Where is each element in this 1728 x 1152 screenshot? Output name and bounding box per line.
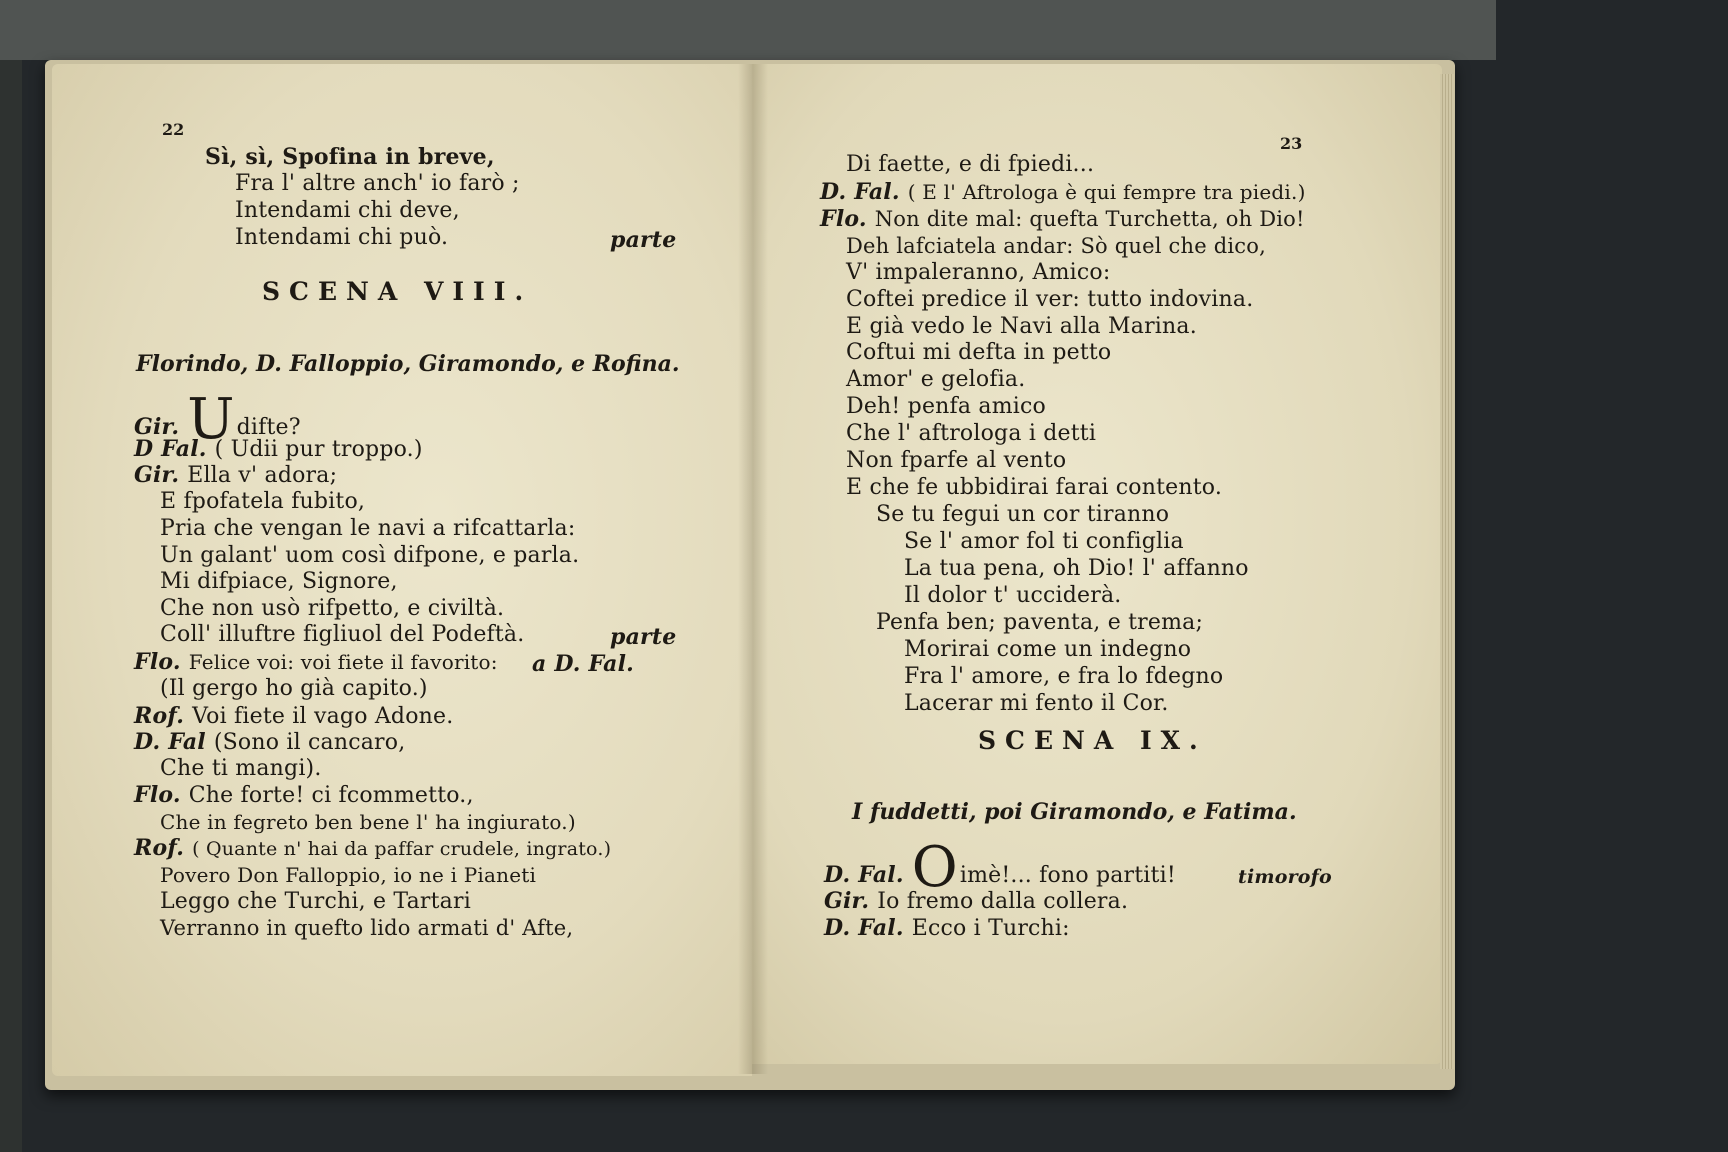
verse-line: Di faette, e di fpiedi...	[846, 152, 1095, 177]
line-text: difte?	[236, 415, 301, 440]
stage-direction: timorofo	[1238, 866, 1332, 888]
line-text: Ecco i Turchi:	[911, 916, 1070, 941]
line-text: ( E l' Aftrologa è qui fempre tra piedi.)	[907, 180, 1306, 204]
drop-cap: O	[911, 835, 958, 900]
speaker: Rof.	[134, 835, 185, 861]
speaker: Gir.	[134, 414, 180, 440]
aria-line: Se l' amor fol ti configlia	[904, 529, 1184, 554]
dialogue-line: Leggo che Turchi, e Tartari	[160, 889, 471, 914]
dialogue-line: Un galant' uom così difpone, e parla.	[160, 543, 580, 568]
stage-direction: a D. Fal.	[532, 651, 635, 677]
dialogue-line	[134, 436, 423, 463]
line-text: imè!... fono partiti!	[959, 863, 1176, 888]
drop-cap: U	[187, 387, 235, 452]
verse-line: Sì, sì, Spofina in breve,	[205, 144, 495, 170]
dialogue-line: Povero Don Falloppio, io ne i Pianeti	[160, 863, 537, 887]
cast-list: I fuddetti, poi Giramondo, e Fatima.	[852, 799, 1297, 825]
page-number: 23	[1280, 134, 1303, 153]
dialogue-line: Coll' illuftre figliuol del Podeftà.	[160, 622, 525, 647]
scene-title: SCENA VIII.	[262, 277, 533, 306]
speaker: D. Fal.	[824, 915, 904, 941]
speaker: Gir.	[824, 888, 870, 914]
aria-line: Lacerar mi fento il Cor.	[904, 691, 1169, 716]
dialogue-line	[820, 206, 1305, 233]
dialogue-line: Che in fegreto ben bene l' ha ingiurato.)	[160, 810, 576, 834]
dialogue-line	[134, 782, 474, 809]
dialogue-line	[134, 649, 498, 676]
dialogue-line: Mi difpiace, Signore,	[160, 569, 398, 594]
line-text: Felice voi: voi fiete il favorito:	[188, 650, 498, 674]
dialogue-line	[134, 729, 405, 756]
verse-line: Deh lafciatela andar: Sò quel che dico,	[846, 234, 1266, 258]
dialogue-line: Che non usò rifpetto, e civiltà.	[160, 596, 505, 621]
dialogue-line	[134, 835, 611, 862]
dialogue-line: Pria che vengan le navi a rifcattarla:	[160, 516, 576, 541]
dialogue-line	[134, 703, 453, 730]
page-number: 22	[162, 120, 185, 139]
verse-line: Che l' aftrologa i detti	[846, 421, 1097, 446]
book-gutter	[738, 64, 768, 1074]
dialogue-line	[820, 179, 1306, 206]
speaker: Flo.	[134, 649, 181, 675]
verse-line: E già vedo le Navi alla Marina.	[846, 314, 1197, 339]
speaker: Gir.	[134, 462, 180, 488]
left-page	[52, 64, 752, 1076]
aria-line: Fra l' amore, e fra lo fdegno	[904, 664, 1224, 689]
speaker: Flo.	[820, 206, 867, 232]
dialogue-line	[824, 835, 1176, 900]
dialogue-line: (Il gergo ho già capito.)	[160, 676, 428, 701]
verse-line: Intendami chi può.	[235, 225, 449, 250]
dialogue-line	[824, 888, 1128, 915]
dialogue-line: Che ti mangi).	[160, 756, 322, 781]
cast-list: Florindo, D. Falloppio, Giramondo, e Rofina.	[136, 351, 680, 377]
speaker: D. Fal.	[824, 862, 904, 888]
background-top-band	[0, 0, 1496, 60]
verse-line: Fra l' altre anch' io farò ;	[235, 171, 520, 196]
verse-line: Intendami chi deve,	[235, 198, 460, 223]
background-left-band	[0, 60, 22, 1152]
stage-direction: parte	[610, 624, 677, 650]
page-edges	[1440, 74, 1454, 1069]
scene-title: SCENA IX.	[978, 726, 1207, 755]
line-text: Ella v' adora;	[187, 463, 338, 488]
aria-line: Morirai come un indegno	[904, 637, 1192, 662]
dialogue-line	[134, 462, 337, 489]
verse-line: Coftui mi defta in petto	[846, 340, 1112, 365]
speaker: D. Fal.	[820, 179, 900, 205]
line-text: ( Udii pur troppo.)	[214, 437, 423, 462]
aria-line: La tua pena, oh Dio! l' affanno	[904, 556, 1249, 581]
dialogue-line: Verranno in quefto lido armati d' Afte,	[160, 916, 574, 940]
speaker: D. Fal	[134, 729, 206, 755]
right-page	[752, 64, 1442, 1064]
aria-line: Se tu fegui un cor tiranno	[876, 502, 1170, 527]
line-text: Voi fiete il vago Adone.	[192, 704, 454, 729]
aria-line: Il dolor t' ucciderà.	[904, 583, 1122, 608]
verse-line: E che fe ubbidirai farai contento.	[846, 475, 1223, 500]
line-text: (Sono il cancaro,	[213, 730, 406, 755]
line-text: Io fremo dalla collera.	[877, 889, 1129, 914]
dialogue-line	[824, 915, 1070, 942]
verse-line: Coftei predice il ver: tutto indovina.	[846, 287, 1254, 312]
speaker: D Fal.	[134, 436, 207, 462]
stage-direction: parte	[610, 227, 677, 253]
verse-line: V' impaleranno, Amico:	[846, 260, 1111, 285]
aria-line: Penfa ben; paventa, e trema;	[876, 610, 1204, 635]
speaker: Rof.	[134, 703, 185, 729]
verse-line: Amor' e gelofia.	[846, 367, 1026, 392]
verse-line: Deh! penfa amico	[846, 394, 1046, 419]
line-text: ( Quante n' hai da paffar crudele, ingrato.)	[192, 838, 612, 860]
dialogue-line: E fpofatela fubito,	[160, 489, 366, 514]
speaker: Flo.	[134, 782, 181, 808]
line-text: Non dite mal: quefta Turchetta, oh Dio!	[874, 207, 1305, 231]
verse-line: Non fparfe al vento	[846, 448, 1067, 473]
line-text: Che forte! ci fcommetto.,	[188, 783, 474, 808]
